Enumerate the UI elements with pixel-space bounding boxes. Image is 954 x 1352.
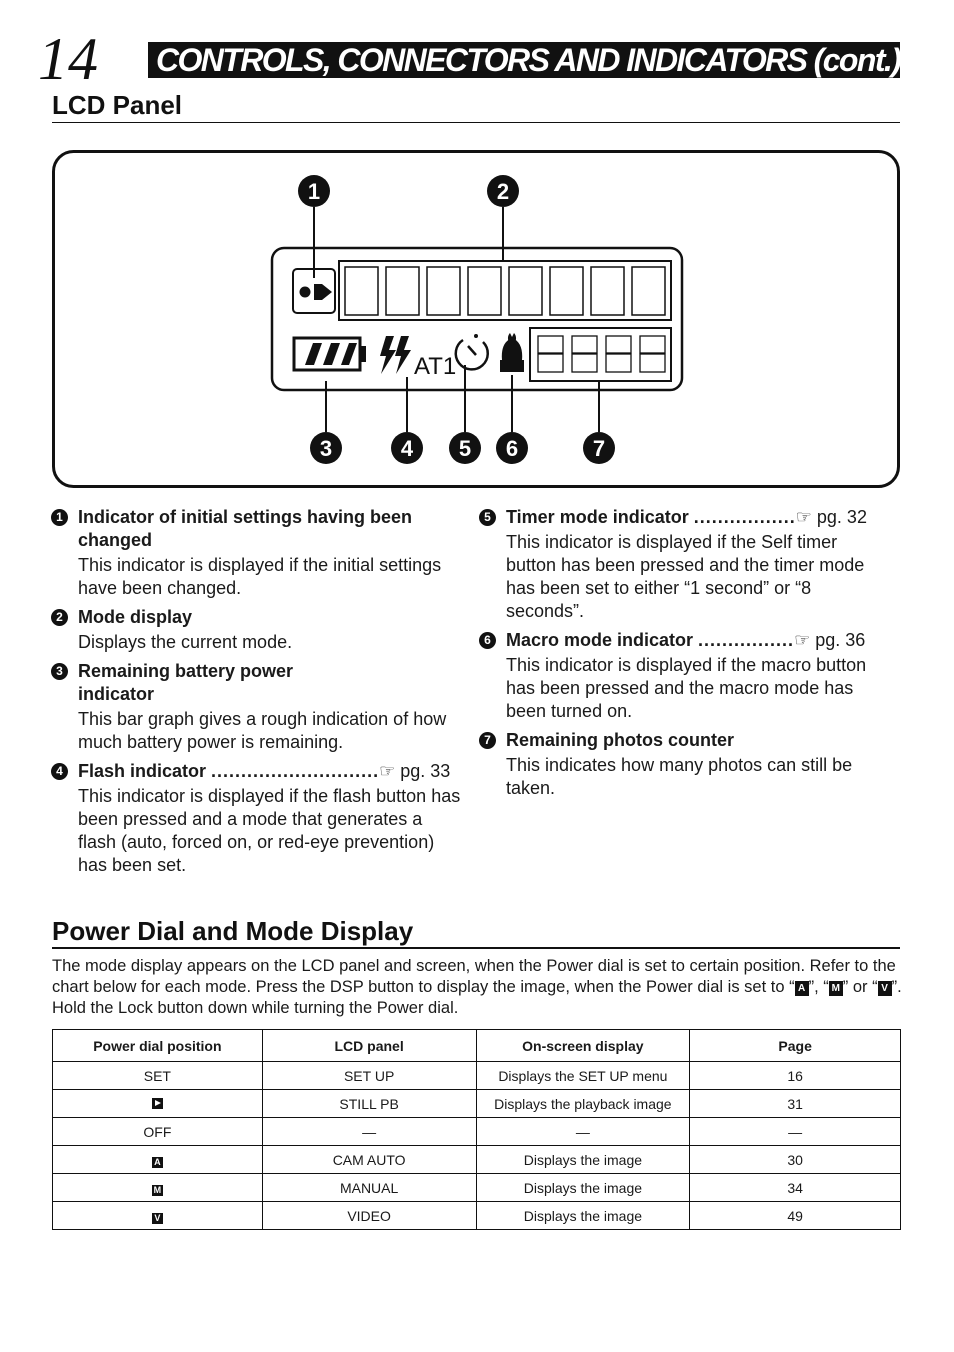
item-number-badge: 1 — [51, 509, 68, 526]
item-description: This indicator is displayed if the flash button has been pressed and a mode that generates a flash (auto, forced on, or red-eye prevention) has been set. — [78, 786, 461, 875]
dot-leader: ................ — [698, 630, 795, 650]
dot-leader: ................. — [693, 507, 796, 527]
item-title: Remaining battery power indicator — [78, 661, 294, 704]
table-row — [53, 1146, 901, 1174]
page-value: 34 — [690, 1174, 901, 1202]
lcd-panel-value: VIDEO — [262, 1202, 476, 1230]
on-screen-value: Displays the playback image — [476, 1090, 690, 1118]
intro-text: The mode display appears on the LCD panel and screen, when the Power dial is set to certain position. Refer to the chart below for each mode. Press the DSP button to display the image, when the Power dial is set to “ — [52, 957, 896, 996]
battery-icon — [294, 338, 366, 370]
item-title: Mode display — [78, 607, 193, 627]
item-number-badge: 7 — [479, 732, 496, 749]
svg-text:4: 4 — [400, 436, 414, 461]
lcd-diagram — [52, 150, 900, 488]
lcd-panel-value: STILL PB — [262, 1090, 476, 1118]
page-reference: ☞ pg. 36 — [794, 630, 866, 650]
item-description: This indicator is displayed if the macro button has been pressed and the macro mode has been turned on. — [506, 655, 867, 721]
item-description: This indicator is displayed if the initial settings have been changed. — [78, 555, 442, 598]
lcd-item-4 — [56, 760, 463, 877]
manual-mode-badge: M — [153, 1184, 162, 1195]
dial-position — [53, 1174, 263, 1202]
column-header: LCD panel — [262, 1030, 476, 1062]
svg-text:6: 6 — [505, 436, 519, 461]
callout-2 — [487, 175, 519, 207]
timer-icon — [456, 334, 488, 369]
column-header: On-screen display — [476, 1030, 690, 1062]
page-reference: ☞ pg. 33 — [379, 761, 451, 781]
dial-position: OFF — [53, 1118, 263, 1146]
item-description: This indicates how many photos can still be taken. — [506, 755, 853, 798]
power-section-intro — [52, 956, 902, 1019]
callout-3 — [310, 432, 342, 464]
item-number-badge: 4 — [51, 763, 68, 780]
lcd-section-title: LCD Panel — [52, 90, 183, 120]
svg-text:5: 5 — [458, 436, 472, 461]
lcd-items-right — [484, 506, 891, 806]
on-screen-value: — — [476, 1118, 690, 1146]
lcd-item-7 — [484, 729, 891, 800]
lcd-item-3 — [56, 660, 463, 754]
table-row — [53, 1090, 901, 1118]
lcd-section-rule — [52, 122, 900, 123]
manual-mode-badge: M — [829, 981, 843, 996]
lcd-item-1 — [56, 506, 463, 600]
lcd-panel-value: — — [262, 1118, 476, 1146]
lcd-item-6 — [484, 629, 891, 723]
item-description: This indicator is displayed if the Self timer button has been pressed and the timer mode has been set to either “1 second” or “8 seconds”. — [506, 532, 865, 621]
item-number-badge: 2 — [51, 609, 68, 626]
callout-6 — [496, 432, 528, 464]
callout-5 — [449, 432, 481, 464]
auto-mode-badge: A — [152, 1157, 163, 1168]
lcd-item-2 — [56, 606, 463, 654]
intro-text: ”, “ — [808, 978, 829, 996]
on-screen-value: Displays the image — [476, 1202, 690, 1230]
item-title: Remaining photos counter — [506, 730, 735, 750]
mode-display-grid — [339, 261, 671, 320]
dot-leader: ............................ — [211, 761, 380, 781]
lcd-panel-value: CAM AUTO — [262, 1146, 476, 1174]
on-screen-value: Displays the SET UP menu — [476, 1062, 690, 1090]
power-dial-table — [52, 1029, 901, 1230]
svg-text:3: 3 — [319, 436, 333, 461]
lcd-panel-value: MANUAL — [262, 1174, 476, 1202]
column-header: Page — [690, 1030, 901, 1062]
column-header: Power dial position — [53, 1030, 263, 1062]
page-title: CONTROLS, CONNECTORS AND INDICATORS (cont.) — [156, 42, 901, 78]
video-mode-badge: V — [878, 981, 892, 996]
power-section-title: Power Dial and Mode Display — [52, 916, 414, 946]
flash-icon — [380, 336, 411, 374]
auto-flash-label: AT1 — [414, 353, 457, 380]
svg-text:2: 2 — [496, 179, 510, 204]
table-row — [53, 1174, 901, 1202]
item-description: This bar graph gives a rough indication of how much battery power is remaining. — [78, 709, 447, 752]
dial-position: SET — [53, 1062, 263, 1090]
callout-1 — [298, 175, 330, 207]
callout-7 — [583, 432, 615, 464]
power-section-rule — [52, 947, 900, 949]
svg-text:7: 7 — [592, 436, 606, 461]
item-description: Displays the current mode. — [78, 632, 293, 652]
on-screen-value: Displays the image — [476, 1146, 690, 1174]
page-value: 16 — [690, 1062, 901, 1090]
auto-mode-badge: A — [795, 981, 809, 996]
play-icon — [152, 1098, 163, 1109]
page-number: 14 — [38, 26, 98, 92]
svg-text:1: 1 — [307, 179, 321, 204]
intro-text: ” or “ — [842, 978, 878, 996]
item-title: Indicator of initial settings having been changed — [78, 507, 413, 550]
table-row — [53, 1202, 901, 1230]
macro-icon — [500, 333, 524, 372]
dial-position — [53, 1202, 263, 1230]
item-number-badge: 6 — [479, 632, 496, 649]
callout-4 — [391, 432, 423, 464]
item-number-badge: 3 — [51, 663, 68, 680]
page-value: 49 — [690, 1202, 901, 1230]
lcd-item-5 — [484, 506, 891, 623]
page-value: — — [690, 1118, 901, 1146]
page-value: 31 — [690, 1090, 901, 1118]
item-title: Macro mode indicator — [506, 630, 694, 650]
video-mode-badge: V — [152, 1213, 163, 1224]
table-row — [53, 1118, 901, 1146]
table-row — [53, 1062, 901, 1090]
on-screen-value: Displays the image — [476, 1174, 690, 1202]
page-value: 30 — [690, 1146, 901, 1174]
dial-position — [53, 1146, 263, 1174]
lcd-items-left — [56, 506, 463, 883]
item-title: Flash indicator — [78, 761, 207, 781]
lcd-panel-value: SET UP — [262, 1062, 476, 1090]
photo-counter-display — [530, 328, 671, 381]
intro-text: ”. Hold the Lock button down while turning the Power dial. — [52, 978, 902, 1017]
item-title: Timer mode indicator — [506, 507, 689, 527]
item-number-badge: 5 — [479, 509, 496, 526]
table-header-row — [53, 1030, 901, 1062]
page-reference: ☞ pg. 32 — [795, 507, 867, 527]
dial-position — [53, 1090, 263, 1118]
